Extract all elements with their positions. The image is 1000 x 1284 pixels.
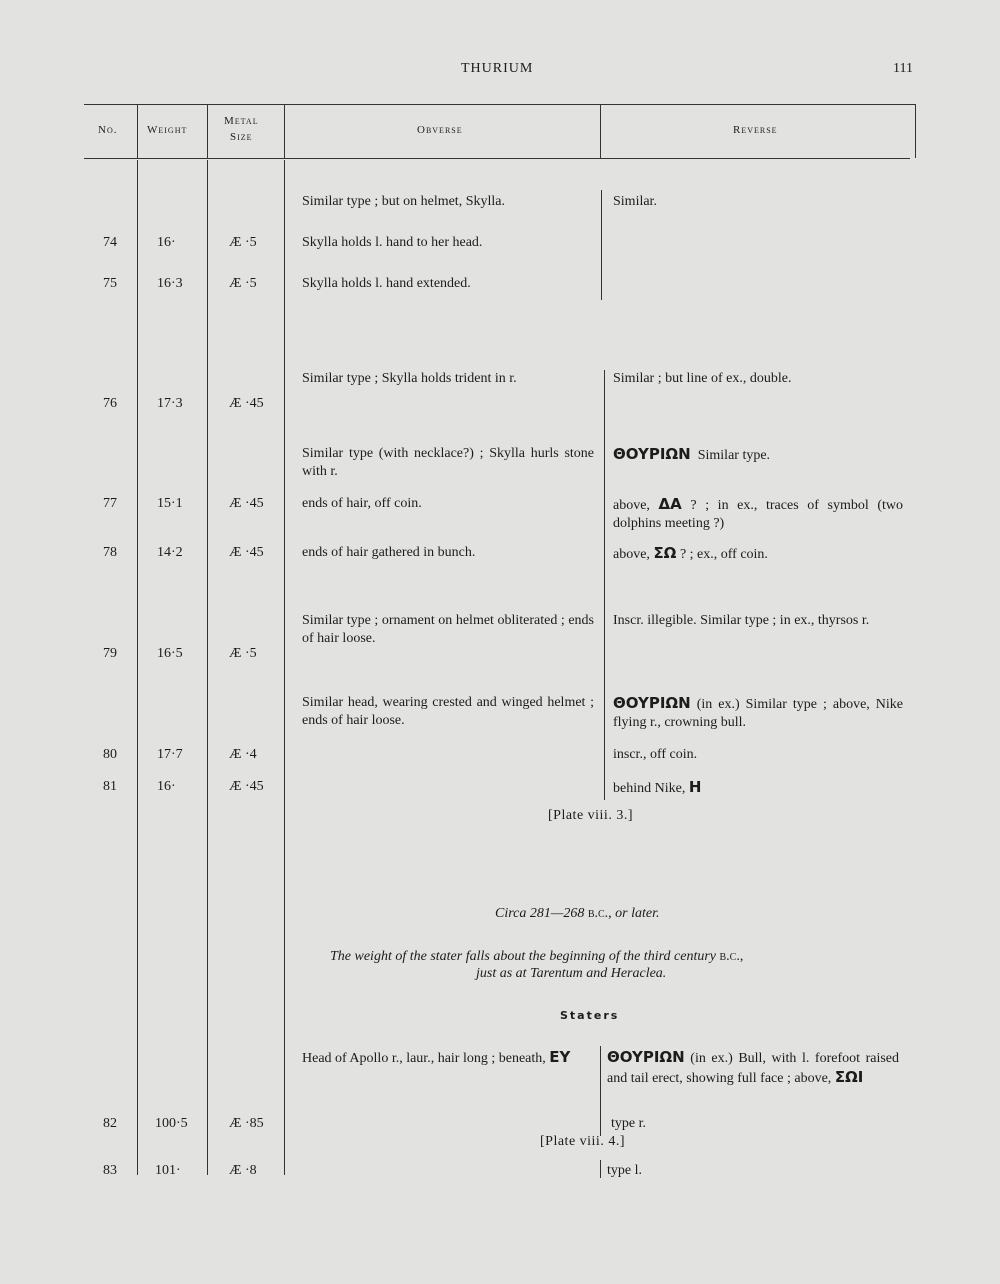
reverse-description <box>613 778 701 798</box>
coin-weight: 16·5 <box>157 646 183 661</box>
weight-note-text: The weight of the stater falls about the beginning of the third century <box>330 949 716 964</box>
greek-legend: ΣΩ <box>653 544 677 562</box>
column-header-reverse: Reverse <box>733 124 778 136</box>
greek-legend: ΣΩI <box>834 1068 864 1086</box>
column-header-no: No. <box>98 124 118 136</box>
coin-number: 74 <box>103 235 117 250</box>
coin-metal-size: Æ ·45 <box>229 496 264 511</box>
coin-weight: 16· <box>157 235 176 250</box>
period-heading <box>495 905 660 923</box>
reverse-text: above, <box>613 498 650 513</box>
page-number: 111 <box>893 61 913 76</box>
greek-legend: ΘOYPIΩN <box>613 445 691 463</box>
coin-weight: 16· <box>157 779 176 794</box>
reverse-description <box>613 544 768 564</box>
coin-weight: 17·7 <box>157 747 183 762</box>
coin-metal-size: Æ ·5 <box>229 276 257 291</box>
page-title: THURIUM <box>461 61 534 76</box>
column-header-metal: Metal <box>224 115 259 127</box>
coin-number: 79 <box>103 646 117 661</box>
coin-metal-size: Æ ·85 <box>229 1116 264 1131</box>
obverse-reverse-divider <box>604 370 605 800</box>
reverse-description: inscr., off coin. <box>613 747 698 762</box>
reverse-description <box>613 495 903 533</box>
coin-weight: 101· <box>155 1163 181 1178</box>
coin-weight: 16·3 <box>157 276 183 291</box>
coin-number: 77 <box>103 496 117 511</box>
greek-legend: ΔA <box>658 495 682 513</box>
obverse-description: Similar type ; ornament on helmet obliterated ; ends of hair loose. <box>302 613 594 646</box>
reverse-description <box>613 445 770 465</box>
reverse-text: Similar type. <box>697 448 771 463</box>
weight-note-line <box>330 948 743 966</box>
column-divider <box>600 104 601 158</box>
reverse-description: Inscr. illegible. Similar type ; in ex., thyrsos r. <box>613 613 870 628</box>
weight-note-era: b.c., <box>719 949 744 964</box>
reverse-text: behind Nike, <box>613 781 686 796</box>
obverse-description: Similar type (with necklace?) ; Skylla hurls stone with r. <box>302 446 594 479</box>
obverse-description: Skylla holds l. hand to her head. <box>302 235 483 250</box>
coin-number: 83 <box>103 1163 117 1178</box>
reverse-text: above, <box>613 547 650 562</box>
obverse-description: Similar type ; Skylla holds trident in r. <box>302 371 517 386</box>
coin-weight: 15·1 <box>157 496 183 511</box>
coin-metal-size: Æ ·45 <box>229 396 264 411</box>
greek-legend: ΘOYPIΩN <box>613 694 691 712</box>
column-divider <box>284 160 285 1175</box>
table-top-rule <box>84 104 916 105</box>
coin-number: 75 <box>103 276 117 291</box>
coin-number: 82 <box>103 1116 117 1131</box>
coin-number: 80 <box>103 747 117 762</box>
coin-metal-size: Æ ·4 <box>229 747 257 762</box>
obverse-reverse-divider <box>600 1160 601 1178</box>
reverse-description: type l. <box>607 1163 642 1178</box>
column-divider <box>137 104 138 158</box>
period-era: b.c., <box>587 906 612 921</box>
section-heading: Staters <box>560 1009 620 1022</box>
greek-legend: H <box>688 778 702 796</box>
reverse-description <box>613 694 903 732</box>
coin-weight: 17·3 <box>157 396 183 411</box>
coin-metal-size: Æ ·5 <box>229 235 257 250</box>
period-qualifier: or later. <box>615 906 660 921</box>
weight-note-line: just as at Tarentum and Heraclea. <box>476 966 667 981</box>
plate-reference: [Plate viii. 4.] <box>540 1134 625 1149</box>
coin-number: 81 <box>103 779 117 794</box>
table-header-rule <box>84 158 910 159</box>
coin-weight: 100·5 <box>155 1116 188 1131</box>
obverse-description <box>302 1048 594 1068</box>
column-header-weight: Weight <box>147 124 188 136</box>
obverse-description: Similar type ; but on helmet, Skylla. <box>302 194 505 209</box>
obverse-description: Similar head, wearing crested and winged helmet ; ends of hair loose. <box>302 695 594 728</box>
period-date: Circa 281—268 <box>495 906 585 921</box>
obverse-text: Head of Apollo r., laur., hair long ; beneath, <box>302 1051 546 1066</box>
reverse-description: type r. <box>611 1116 646 1131</box>
greek-legend: ΘOYPIΩN <box>607 1048 685 1066</box>
column-divider <box>207 104 208 158</box>
obverse-description: ends of hair gathered in bunch. <box>302 545 476 560</box>
obverse-reverse-divider <box>600 1046 601 1136</box>
reverse-description: Similar ; but line of ex., double. <box>613 371 792 386</box>
coin-metal-size: Æ ·8 <box>229 1163 257 1178</box>
coin-weight: 14·2 <box>157 545 183 560</box>
obverse-description: Skylla holds l. hand extended. <box>302 276 471 291</box>
reverse-description: Similar. <box>613 194 657 209</box>
column-divider <box>915 104 916 158</box>
column-divider <box>207 160 208 1175</box>
reverse-description <box>607 1048 899 1088</box>
column-header-size: Size <box>230 131 253 143</box>
coin-number: 76 <box>103 396 117 411</box>
reverse-text: (in ex.) Bull, with l. forefoot raised and tail erect, showing full face ; above, <box>607 1051 899 1086</box>
reverse-text: (in ex.) Similar type ; above, Nike flying r., crowning bull. <box>613 697 903 730</box>
obverse-description: ends of hair, off coin. <box>302 496 422 511</box>
column-divider <box>284 104 285 158</box>
plate-reference: [Plate viii. 3.] <box>548 808 633 823</box>
reverse-text: ? ; ex., off coin. <box>679 547 768 562</box>
coin-metal-size: Æ ·45 <box>229 779 264 794</box>
column-divider <box>137 160 138 1175</box>
column-header-obverse: Obverse <box>417 124 463 136</box>
coin-metal-size: Æ ·45 <box>229 545 264 560</box>
obverse-reverse-divider <box>601 190 602 300</box>
reverse-text: ? ; in ex., traces of symbol (two dolphins meeting ?) <box>613 498 904 531</box>
coin-metal-size: Æ ·5 <box>229 646 257 661</box>
greek-legend: EY <box>549 1048 571 1066</box>
coin-number: 78 <box>103 545 117 560</box>
